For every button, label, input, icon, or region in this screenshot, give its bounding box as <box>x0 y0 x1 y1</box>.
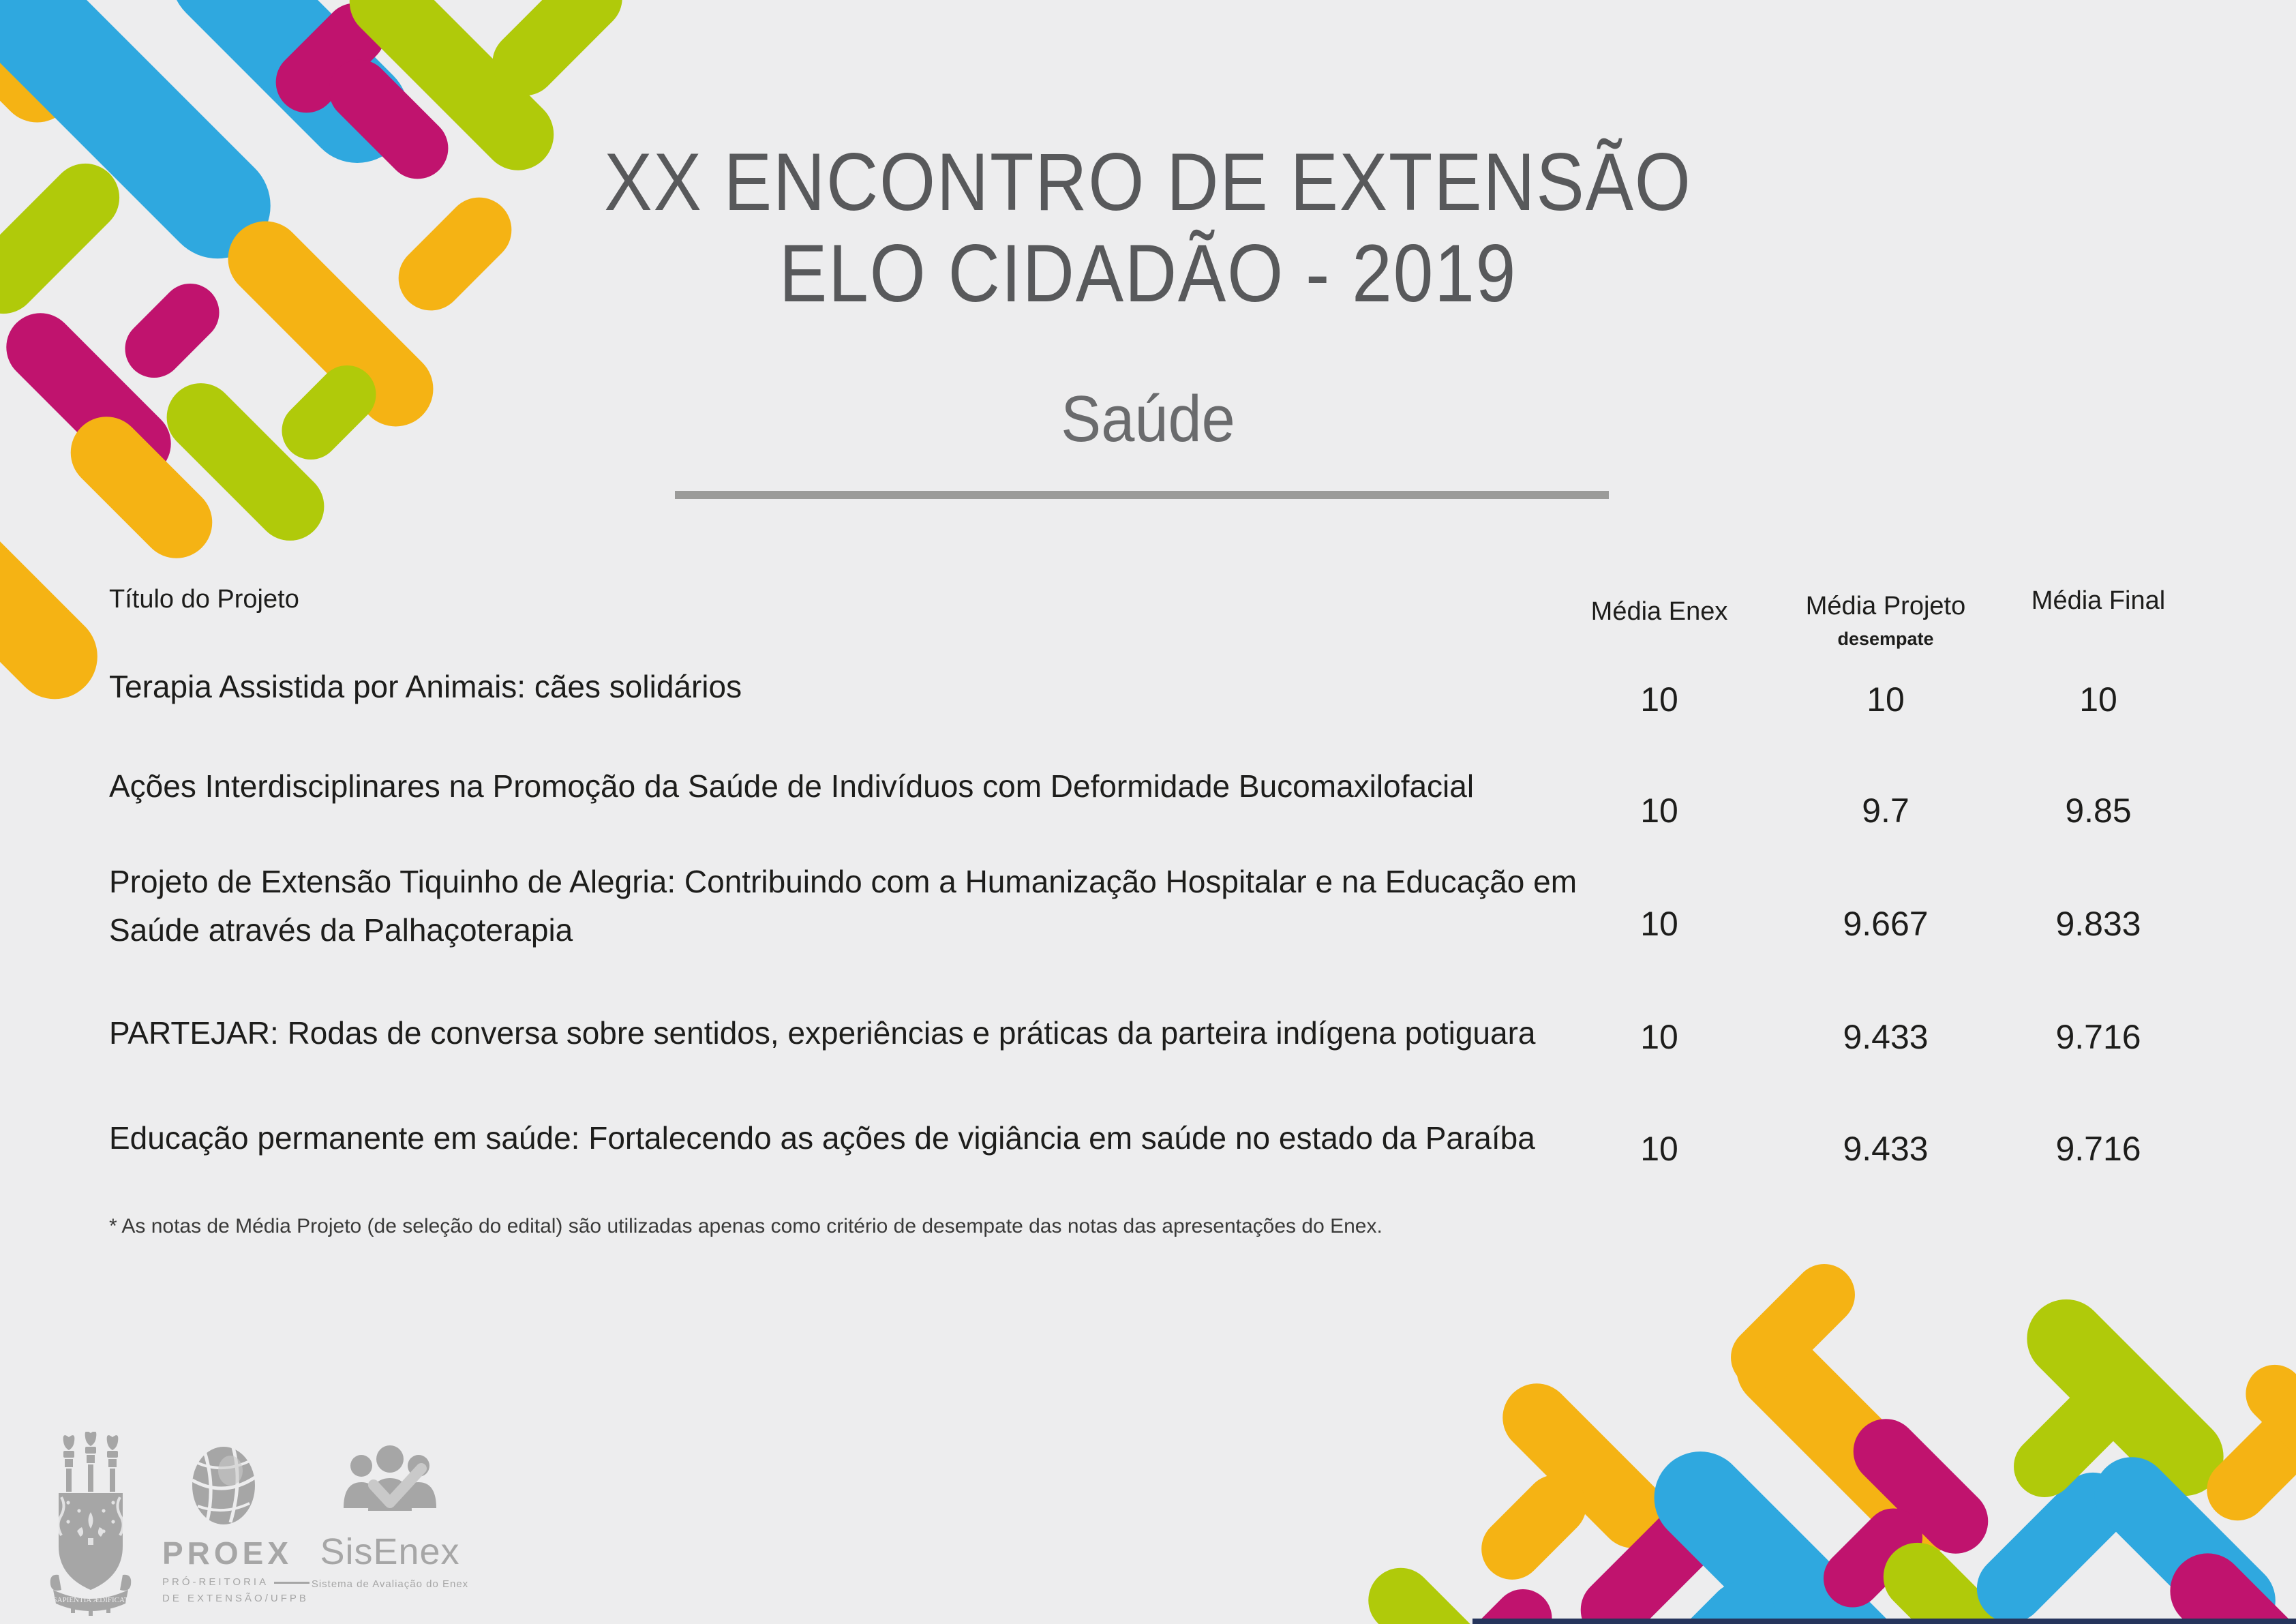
proex-logo <box>162 1444 309 1607</box>
cell-media-enex: 10 <box>1640 905 1678 943</box>
cell-media-projeto: 9.7 <box>1862 792 1909 830</box>
cell-media-projeto: 10 <box>1867 680 1905 719</box>
cell-media-projeto: 9.667 <box>1843 905 1929 943</box>
sisenex-logo <box>308 1445 472 1590</box>
ufpb-crest-logo <box>46 1432 135 1621</box>
proex-subline2: DE EXTENSÃO/UFPB <box>162 1593 309 1604</box>
event-title-line1: XX ENCONTRO DE EXTENSÃO <box>604 136 1692 228</box>
cell-media-enex: 10 <box>1640 1018 1678 1056</box>
project-row-title: PARTEJAR: Rodas de conversa sobre sentidos, experiências e práticas da parteira indígena potiguara <box>109 1015 1536 1051</box>
event-title-line2: ELO CIDADÃO - 2019 <box>779 228 1517 319</box>
ufpb-motto-text: SAPIENTIA ÆDIFICAT <box>52 1596 129 1604</box>
project-row-title: Projeto de Extensão Tiquinho de Alegria: Contribuindo com a Humanização Hospitalar e na Educação em Saúde através da Palhaçoterapia <box>109 864 1577 948</box>
cell-media-enex: 10 <box>1640 680 1678 719</box>
project-row-title: Terapia Assistida por Animais: cães solidários <box>109 669 742 704</box>
project-row-title: Ações Interdisciplinares na Promoção da Saúde de Indivíduos com Deformidade Bucomaxilofacial <box>109 768 1475 804</box>
cell-media-final: 10 <box>2079 680 2117 719</box>
column-header-media-enex: Média Enex <box>1590 597 1728 626</box>
proex-subline1: PRÓ-REITORIA <box>162 1576 269 1588</box>
cell-media-projeto: 9.433 <box>1843 1018 1929 1056</box>
cell-media-final: 9.716 <box>2055 1130 2141 1168</box>
bottom-edge-bar <box>1472 1619 2296 1624</box>
ufpb-crest-icon <box>46 1432 135 1617</box>
cell-media-final: 9.833 <box>2055 905 2141 943</box>
column-header-media-final: Média Final <box>2031 586 2166 615</box>
cell-media-final: 9.716 <box>2055 1018 2141 1056</box>
project-row-title: Educação permanente em saúde: Fortalecendo as ações de vigiância em saúde no estado da Paraíba <box>109 1120 1535 1156</box>
section-title: Saúde <box>1061 382 1235 455</box>
proex-name: PROEX <box>162 1535 293 1571</box>
column-header-media-projeto: Média Projeto <box>1805 592 1966 620</box>
section-underline <box>675 491 1609 499</box>
proex-rule-line <box>274 1582 309 1584</box>
column-header-project-title: Título do Projeto <box>109 585 299 614</box>
cell-media-enex: 10 <box>1640 1130 1678 1168</box>
column-subnote-desempate: desempate <box>1837 629 1934 649</box>
sisenex-subtitle: Sistema de Avaliação do Enex <box>311 1578 469 1590</box>
cell-media-final: 9.85 <box>2065 792 2132 830</box>
sisenex-people-icon <box>308 1445 472 1527</box>
proex-globe-icon <box>162 1444 285 1527</box>
cell-media-projeto: 9.433 <box>1843 1130 1929 1168</box>
footnote: * As notas de Média Projeto (de seleção do edital) são utilizadas apenas como critério de desempate das notas das apresentações do Enex. <box>109 1215 1383 1237</box>
cell-media-enex: 10 <box>1640 792 1678 830</box>
sisenex-name: SisEnex <box>320 1531 460 1572</box>
